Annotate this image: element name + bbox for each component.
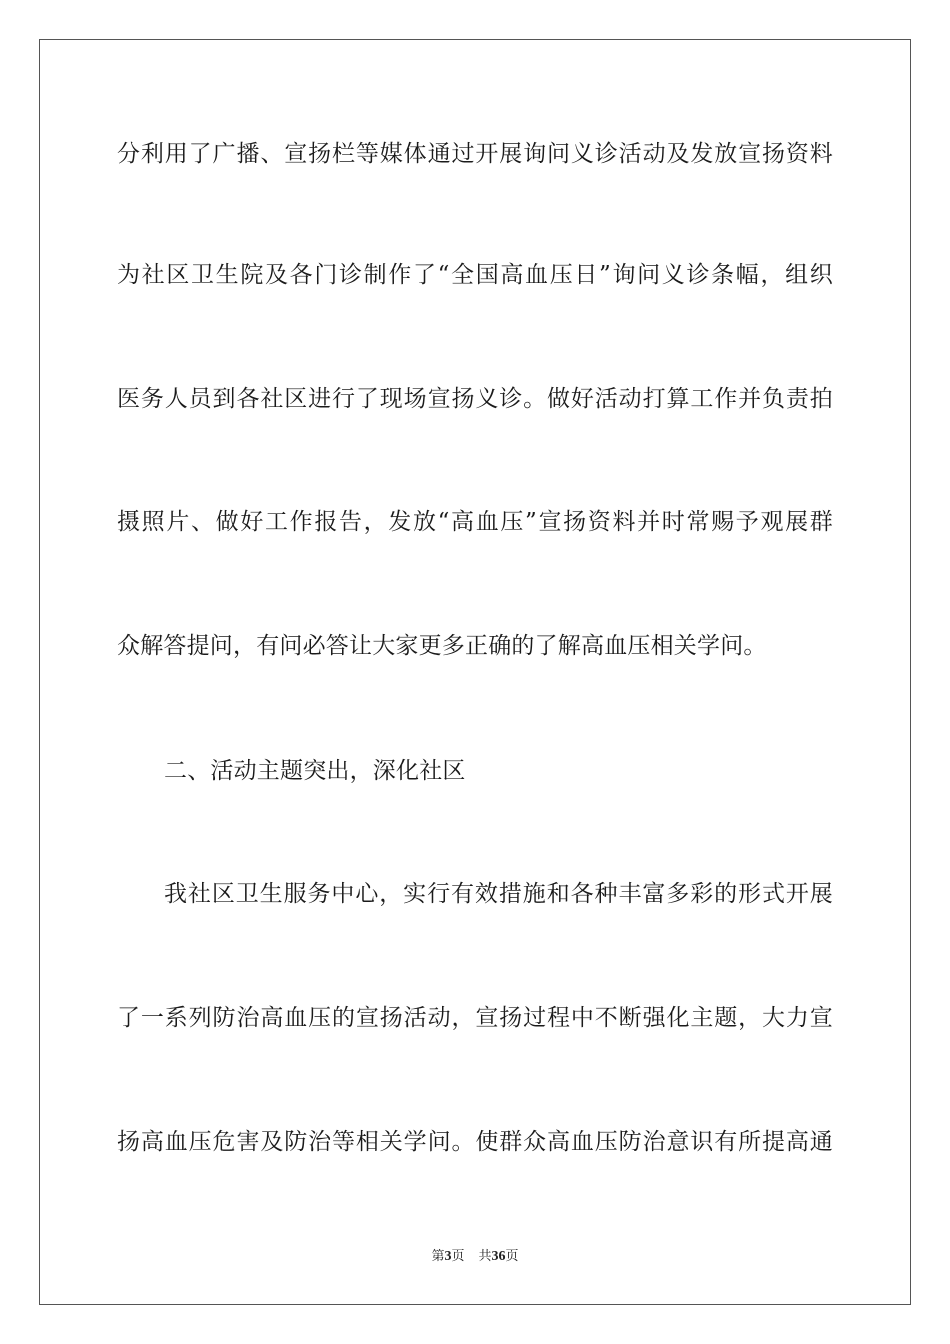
footer-total-pages: 36 (491, 1249, 506, 1264)
page-footer (0, 1248, 950, 1266)
footer-page-number: 3 (444, 1249, 452, 1264)
body-text-line-5: 众解答提问，有问必答让大家更多正确的了解高血压相关学问。 (117, 633, 767, 659)
body-text-line-9: 扬高血压危害及防治等相关学问。使群众高血压防治意识有所提高通 (117, 1129, 833, 1155)
body-text-line-4: 摄照片、做好工作报告，发放“高血压”宣扬资料并时常赐予观展群 (117, 509, 833, 535)
body-text-line-3: 医务人员到各社区进行了现场宣扬义诊。做好活动打算工作并负责拍 (117, 386, 833, 412)
page-frame (39, 39, 911, 1305)
body-text-line-2: 为社区卫生院及各门诊制作了“全国高血压日”询问义诊条幅，组织 (117, 262, 833, 288)
footer-page-prefix: 第 (431, 1249, 445, 1264)
body-text-line-1: 分利用了广播、宣扬栏等媒体通过开展询问义诊活动及发放宣扬资料 (117, 141, 833, 167)
section-heading: 二、活动主题突出，深化社区 (164, 758, 466, 784)
footer-total-prefix: 共 (478, 1249, 492, 1264)
body-text-line-7: 我社区卫生服务中心，实行有效措施和各种丰富多彩的形式开展 (164, 881, 833, 907)
footer-total-suffix: 页 (505, 1249, 519, 1264)
body-text-line-8: 了一系列防治高血压的宣扬活动，宣扬过程中不断强化主题，大力宣 (117, 1005, 833, 1031)
footer-page-suffix: 页 (451, 1249, 465, 1264)
